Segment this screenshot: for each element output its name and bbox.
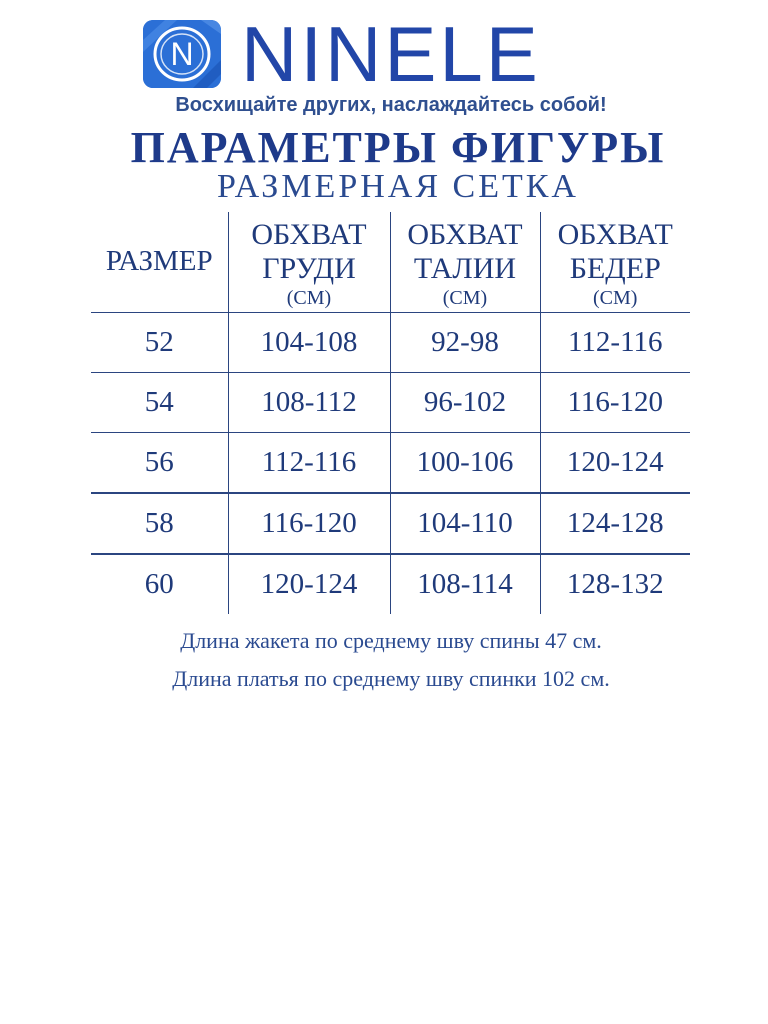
header-hips-unit: (СМ) [593, 287, 638, 309]
brand-slogan: Восхищайте других, наслаждайтесь собой! [175, 94, 607, 116]
cell-hips: 112-116 [540, 313, 690, 373]
header-chest-line2: ГРУДИ [262, 252, 356, 285]
brand-logo [143, 10, 643, 98]
cell-waist: 100-106 [390, 433, 540, 494]
note-dress-length: Длина платья по среднему шву спинки 102 см. [172, 666, 610, 691]
cell-chest: 120-124 [228, 554, 390, 614]
brand-name: NINELE [241, 10, 541, 98]
cell-chest: 112-116 [228, 433, 390, 494]
table-row [91, 373, 690, 433]
header-waist [390, 212, 540, 313]
table-row [91, 433, 690, 494]
table-row [91, 313, 690, 373]
cell-hips: 124-128 [540, 493, 690, 554]
header-chest-line1: ОБХВАТ [251, 218, 367, 251]
header-hips-line1: ОБХВАТ [557, 218, 673, 251]
header-waist-unit: (СМ) [442, 287, 488, 309]
header-hips-line2: БЕДЕР [569, 252, 661, 285]
cell-hips: 120-124 [540, 433, 690, 494]
measurement-notes [0, 625, 768, 701]
cell-waist: 92-98 [390, 313, 540, 373]
header-waist-line2: ТАЛИИ [413, 252, 517, 285]
cell-size: 60 [91, 554, 228, 614]
cell-waist: 96-102 [390, 373, 540, 433]
svg-text:N: N [170, 36, 194, 72]
table-row [91, 493, 690, 554]
cell-chest: 116-120 [228, 493, 390, 554]
table-header-row [91, 212, 690, 313]
logo-mark-icon [143, 20, 221, 88]
cell-size: 58 [91, 493, 228, 554]
cell-chest: 108-112 [228, 373, 390, 433]
cell-chest: 104-108 [228, 313, 390, 373]
logo-badge [143, 20, 221, 88]
cell-hips: 116-120 [540, 373, 690, 433]
note-jacket-length: Длина жакета по среднему шву спины 47 см. [180, 628, 602, 653]
page-title: ПАРАМЕТРЫ ФИГУРЫ [130, 123, 666, 172]
header-chest [228, 212, 390, 313]
header-chest-unit: (СМ) [286, 287, 332, 309]
cell-size: 54 [91, 373, 228, 433]
header-waist-line1: ОБХВАТ [407, 218, 523, 251]
cell-waist: 104-110 [390, 493, 540, 554]
header-size: РАЗМЕР [105, 244, 213, 277]
cell-waist: 108-114 [390, 554, 540, 614]
header-hips [540, 212, 690, 313]
page-subtitle: РАЗМЕРНАЯ СЕТКА [217, 168, 579, 205]
cell-size: 52 [91, 313, 228, 373]
cell-size: 56 [91, 433, 228, 494]
size-chart-table [91, 212, 690, 614]
table-row [91, 554, 690, 614]
cell-hips: 128-132 [540, 554, 690, 614]
